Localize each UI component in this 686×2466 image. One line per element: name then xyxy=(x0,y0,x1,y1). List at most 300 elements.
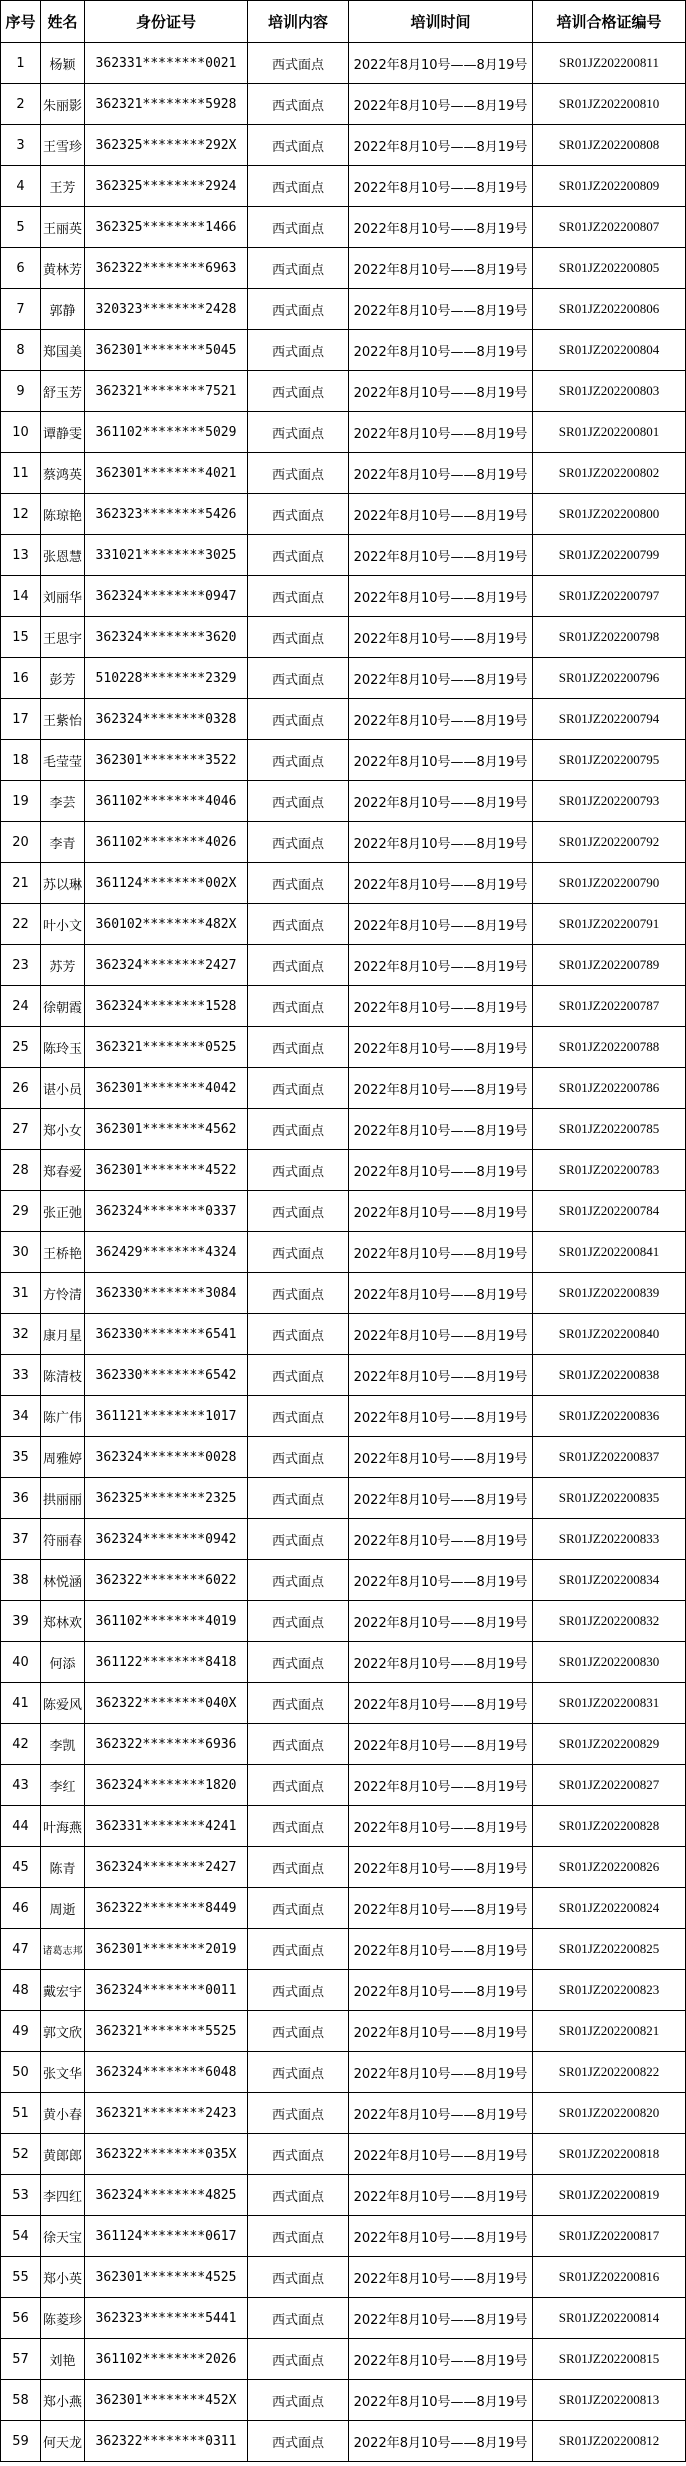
cell-training-time: 2022年8月10号——8月19号 xyxy=(349,1765,533,1806)
cell-no: 33 xyxy=(1,1355,41,1396)
table-row xyxy=(1,863,686,904)
cell-certificate-number: SR01JZ202200823 xyxy=(533,1970,686,2011)
table-row xyxy=(1,125,686,166)
cell-name: 郭静 xyxy=(41,289,85,330)
cell-id-number: 362330********3084 xyxy=(85,1273,248,1314)
cell-training-time: 2022年8月10号——8月19号 xyxy=(349,781,533,822)
cell-training-time: 2022年8月10号——8月19号 xyxy=(349,822,533,863)
header-row xyxy=(1,1,686,43)
cell-no: 47 xyxy=(1,1929,41,1970)
cell-training-time: 2022年8月10号——8月19号 xyxy=(349,1191,533,1232)
cell-training-content: 西式面点 xyxy=(248,2175,349,2216)
cell-no: 57 xyxy=(1,2339,41,2380)
table-row xyxy=(1,1970,686,2011)
cell-training-content: 西式面点 xyxy=(248,371,349,412)
cell-name: 陈菱珍 xyxy=(41,2298,85,2339)
cell-certificate-number: SR01JZ202200785 xyxy=(533,1109,686,1150)
cell-training-time: 2022年8月10号——8月19号 xyxy=(349,125,533,166)
cell-training-content: 西式面点 xyxy=(248,699,349,740)
cell-id-number: 361124********0617 xyxy=(85,2216,248,2257)
cell-name: 陈玲玉 xyxy=(41,1027,85,1068)
cell-training-content: 西式面点 xyxy=(248,1396,349,1437)
cell-training-content: 西式面点 xyxy=(248,494,349,535)
cell-id-number: 320323********2428 xyxy=(85,289,248,330)
cell-training-content: 西式面点 xyxy=(248,2011,349,2052)
table-row xyxy=(1,699,686,740)
cell-training-content: 西式面点 xyxy=(248,2298,349,2339)
cell-no: 26 xyxy=(1,1068,41,1109)
cell-no: 44 xyxy=(1,1806,41,1847)
cell-training-time: 2022年8月10号——8月19号 xyxy=(349,412,533,453)
table-row xyxy=(1,2216,686,2257)
cell-certificate-number: SR01JZ202200797 xyxy=(533,576,686,617)
table-row xyxy=(1,1027,686,1068)
cell-name: 周逝 xyxy=(41,1888,85,1929)
cell-certificate-number: SR01JZ202200825 xyxy=(533,1929,686,1970)
cell-training-content: 西式面点 xyxy=(248,1806,349,1847)
cell-training-time: 2022年8月10号——8月19号 xyxy=(349,945,533,986)
table-row xyxy=(1,1765,686,1806)
table-row xyxy=(1,2052,686,2093)
cell-name: 朱丽影 xyxy=(41,84,85,125)
table-row xyxy=(1,822,686,863)
cell-training-time: 2022年8月10号——8月19号 xyxy=(349,1314,533,1355)
cell-training-content: 西式面点 xyxy=(248,1683,349,1724)
cell-certificate-number: SR01JZ202200800 xyxy=(533,494,686,535)
cell-training-content: 西式面点 xyxy=(248,248,349,289)
cell-certificate-number: SR01JZ202200829 xyxy=(533,1724,686,1765)
table-row xyxy=(1,289,686,330)
cell-no: 46 xyxy=(1,1888,41,1929)
cell-id-number: 362324********2427 xyxy=(85,1847,248,1888)
cell-no: 15 xyxy=(1,617,41,658)
cell-id-number: 362324********0028 xyxy=(85,1437,248,1478)
cell-no: 39 xyxy=(1,1601,41,1642)
cell-training-content: 西式面点 xyxy=(248,740,349,781)
table-row xyxy=(1,1314,686,1355)
cell-training-content: 西式面点 xyxy=(248,1314,349,1355)
cell-id-number: 362322********8449 xyxy=(85,1888,248,1929)
table-row xyxy=(1,1929,686,1970)
cell-certificate-number: SR01JZ202200790 xyxy=(533,863,686,904)
table-row xyxy=(1,2339,686,2380)
cell-certificate-number: SR01JZ202200833 xyxy=(533,1519,686,1560)
table-row xyxy=(1,1232,686,1273)
cell-training-time: 2022年8月10号——8月19号 xyxy=(349,1273,533,1314)
table-row xyxy=(1,2257,686,2298)
cell-training-content: 西式面点 xyxy=(248,1437,349,1478)
cell-training-time: 2022年8月10号——8月19号 xyxy=(349,2134,533,2175)
table-row xyxy=(1,412,686,453)
cell-no: 27 xyxy=(1,1109,41,1150)
cell-training-time: 2022年8月10号——8月19号 xyxy=(349,2011,533,2052)
table-row xyxy=(1,2421,686,2462)
cell-training-time: 2022年8月10号——8月19号 xyxy=(349,2052,533,2093)
cell-id-number: 361102********2026 xyxy=(85,2339,248,2380)
cell-no: 59 xyxy=(1,2421,41,2462)
table-row xyxy=(1,1150,686,1191)
cell-id-number: 362324********0337 xyxy=(85,1191,248,1232)
cell-name: 何天龙 xyxy=(41,2421,85,2462)
cell-no: 36 xyxy=(1,1478,41,1519)
cell-name: 郭文欣 xyxy=(41,2011,85,2052)
cell-no: 52 xyxy=(1,2134,41,2175)
cell-no: 23 xyxy=(1,945,41,986)
cell-training-content: 西式面点 xyxy=(248,2257,349,2298)
cell-id-number: 362301********4021 xyxy=(85,453,248,494)
cell-name: 郑国美 xyxy=(41,330,85,371)
cell-id-number: 362330********6542 xyxy=(85,1355,248,1396)
cell-id-number: 362325********2325 xyxy=(85,1478,248,1519)
cell-id-number: 362322********6936 xyxy=(85,1724,248,1765)
cell-name: 诸葛志邦 xyxy=(41,1929,85,1970)
cell-training-content: 西式面点 xyxy=(248,822,349,863)
cell-id-number: 362324********0947 xyxy=(85,576,248,617)
cell-name: 方怜清 xyxy=(41,1273,85,1314)
cell-training-content: 西式面点 xyxy=(248,986,349,1027)
cell-training-time: 2022年8月10号——8月19号 xyxy=(349,1027,533,1068)
cell-id-number: 362321********5525 xyxy=(85,2011,248,2052)
cell-training-time: 2022年8月10号——8月19号 xyxy=(349,248,533,289)
cell-training-time: 2022年8月10号——8月19号 xyxy=(349,986,533,1027)
cell-certificate-number: SR01JZ202200836 xyxy=(533,1396,686,1437)
table-row xyxy=(1,1355,686,1396)
cell-training-content: 西式面点 xyxy=(248,1929,349,1970)
cell-certificate-number: SR01JZ202200828 xyxy=(533,1806,686,1847)
cell-id-number: 362321********0525 xyxy=(85,1027,248,1068)
cell-training-time: 2022年8月10号——8月19号 xyxy=(349,576,533,617)
cell-id-number: 362324********3620 xyxy=(85,617,248,658)
cell-id-number: 362301********4042 xyxy=(85,1068,248,1109)
table-row xyxy=(1,1191,686,1232)
cell-no: 18 xyxy=(1,740,41,781)
table-row xyxy=(1,1478,686,1519)
cell-certificate-number: SR01JZ202200819 xyxy=(533,2175,686,2216)
cell-certificate-number: SR01JZ202200791 xyxy=(533,904,686,945)
cell-no: 30 xyxy=(1,1232,41,1273)
cell-training-content: 西式面点 xyxy=(248,2052,349,2093)
cell-id-number: 362323********5441 xyxy=(85,2298,248,2339)
cell-training-content: 西式面点 xyxy=(248,2216,349,2257)
cell-id-number: 362324********6048 xyxy=(85,2052,248,2093)
cell-certificate-number: SR01JZ202200826 xyxy=(533,1847,686,1888)
header-id: 身份证号 xyxy=(85,1,248,43)
cell-no: 22 xyxy=(1,904,41,945)
cell-no: 29 xyxy=(1,1191,41,1232)
cell-training-time: 2022年8月10号——8月19号 xyxy=(349,43,533,84)
cell-training-time: 2022年8月10号——8月19号 xyxy=(349,904,533,945)
cell-no: 53 xyxy=(1,2175,41,2216)
cell-name: 陈爱风 xyxy=(41,1683,85,1724)
cell-training-time: 2022年8月10号——8月19号 xyxy=(349,1150,533,1191)
cell-training-time: 2022年8月10号——8月19号 xyxy=(349,1929,533,1970)
cell-id-number: 331021********3025 xyxy=(85,535,248,576)
cell-id-number: 362322********6022 xyxy=(85,1560,248,1601)
cell-training-content: 西式面点 xyxy=(248,1888,349,1929)
cell-training-content: 西式面点 xyxy=(248,1068,349,1109)
table-row xyxy=(1,986,686,1027)
cell-training-content: 西式面点 xyxy=(248,1642,349,1683)
cell-certificate-number: SR01JZ202200840 xyxy=(533,1314,686,1355)
cell-name: 黄郎郎 xyxy=(41,2134,85,2175)
cell-id-number: 361122********8418 xyxy=(85,1642,248,1683)
cell-training-content: 西式面点 xyxy=(248,1601,349,1642)
cell-id-number: 361102********4019 xyxy=(85,1601,248,1642)
cell-certificate-number: SR01JZ202200841 xyxy=(533,1232,686,1273)
cell-name: 毛莹莹 xyxy=(41,740,85,781)
cell-id-number: 362321********7521 xyxy=(85,371,248,412)
cell-training-time: 2022年8月10号——8月19号 xyxy=(349,658,533,699)
cell-training-content: 西式面点 xyxy=(248,1970,349,2011)
header-no: 序号 xyxy=(1,1,41,43)
cell-id-number: 362324********1820 xyxy=(85,1765,248,1806)
cell-id-number: 362301********4522 xyxy=(85,1150,248,1191)
cell-no: 48 xyxy=(1,1970,41,2011)
cell-name: 徐天宝 xyxy=(41,2216,85,2257)
cell-certificate-number: SR01JZ202200817 xyxy=(533,2216,686,2257)
table-row xyxy=(1,1642,686,1683)
cell-training-time: 2022年8月10号——8月19号 xyxy=(349,617,533,658)
cell-certificate-number: SR01JZ202200839 xyxy=(533,1273,686,1314)
cell-training-time: 2022年8月10号——8月19号 xyxy=(349,494,533,535)
cell-certificate-number: SR01JZ202200809 xyxy=(533,166,686,207)
cell-certificate-number: SR01JZ202200832 xyxy=(533,1601,686,1642)
table-row xyxy=(1,2175,686,2216)
cell-training-time: 2022年8月10号——8月19号 xyxy=(349,2257,533,2298)
table-row xyxy=(1,371,686,412)
table-row xyxy=(1,1396,686,1437)
table-row xyxy=(1,2380,686,2421)
cell-name: 舒玉芳 xyxy=(41,371,85,412)
cell-name: 郑林欢 xyxy=(41,1601,85,1642)
table-row xyxy=(1,1519,686,1560)
cell-training-content: 西式面点 xyxy=(248,535,349,576)
cell-no: 13 xyxy=(1,535,41,576)
cell-certificate-number: SR01JZ202200821 xyxy=(533,2011,686,2052)
cell-training-content: 西式面点 xyxy=(248,2093,349,2134)
cell-name: 陈清枝 xyxy=(41,1355,85,1396)
cell-training-content: 西式面点 xyxy=(248,207,349,248)
table-row xyxy=(1,1724,686,1765)
cell-name: 张文华 xyxy=(41,2052,85,2093)
table-row xyxy=(1,945,686,986)
table-row xyxy=(1,576,686,617)
cell-id-number: 362301********3522 xyxy=(85,740,248,781)
cell-name: 黄林芳 xyxy=(41,248,85,289)
cell-training-content: 西式面点 xyxy=(248,1560,349,1601)
table-row xyxy=(1,535,686,576)
cell-name: 刘丽华 xyxy=(41,576,85,617)
table-row xyxy=(1,84,686,125)
cell-id-number: 361102********5029 xyxy=(85,412,248,453)
cell-no: 42 xyxy=(1,1724,41,1765)
header-cert: 培训合格证编号 xyxy=(533,1,686,43)
cell-training-content: 西式面点 xyxy=(248,1232,349,1273)
cell-id-number: 361121********1017 xyxy=(85,1396,248,1437)
cell-certificate-number: SR01JZ202200837 xyxy=(533,1437,686,1478)
cell-id-number: 362322********6963 xyxy=(85,248,248,289)
cell-no: 58 xyxy=(1,2380,41,2421)
cell-no: 45 xyxy=(1,1847,41,1888)
cell-id-number: 362324********0011 xyxy=(85,1970,248,2011)
table-row xyxy=(1,330,686,371)
table-row xyxy=(1,207,686,248)
cell-name: 王紫怡 xyxy=(41,699,85,740)
cell-id-number: 362324********0942 xyxy=(85,1519,248,1560)
cell-certificate-number: SR01JZ202200813 xyxy=(533,2380,686,2421)
cell-name: 李凯 xyxy=(41,1724,85,1765)
cell-no: 12 xyxy=(1,494,41,535)
cell-name: 李红 xyxy=(41,1765,85,1806)
cell-name: 叶小文 xyxy=(41,904,85,945)
cell-no: 43 xyxy=(1,1765,41,1806)
cell-name: 何添 xyxy=(41,1642,85,1683)
header-name: 姓名 xyxy=(41,1,85,43)
cell-name: 王思宇 xyxy=(41,617,85,658)
cell-no: 37 xyxy=(1,1519,41,1560)
cell-training-time: 2022年8月10号——8月19号 xyxy=(349,1642,533,1683)
cell-training-content: 西式面点 xyxy=(248,863,349,904)
cell-no: 50 xyxy=(1,2052,41,2093)
table-row xyxy=(1,1068,686,1109)
table-row xyxy=(1,166,686,207)
cell-name: 蔡鸿英 xyxy=(41,453,85,494)
cell-training-time: 2022年8月10号——8月19号 xyxy=(349,2216,533,2257)
cell-name: 谌小员 xyxy=(41,1068,85,1109)
cell-training-time: 2022年8月10号——8月19号 xyxy=(349,2339,533,2380)
cell-name: 郑小英 xyxy=(41,2257,85,2298)
table-row xyxy=(1,248,686,289)
cell-name: 王芳 xyxy=(41,166,85,207)
cell-name: 苏芳 xyxy=(41,945,85,986)
cell-training-time: 2022年8月10号——8月19号 xyxy=(349,289,533,330)
cell-no: 54 xyxy=(1,2216,41,2257)
cell-name: 周雅婷 xyxy=(41,1437,85,1478)
cell-name: 王桥艳 xyxy=(41,1232,85,1273)
cell-name: 康月星 xyxy=(41,1314,85,1355)
cell-training-content: 西式面点 xyxy=(248,945,349,986)
cell-training-time: 2022年8月10号——8月19号 xyxy=(349,84,533,125)
cell-id-number: 362322********035X xyxy=(85,2134,248,2175)
cell-no: 21 xyxy=(1,863,41,904)
cell-no: 10 xyxy=(1,412,41,453)
cell-training-time: 2022年8月10号——8月19号 xyxy=(349,1970,533,2011)
cell-certificate-number: SR01JZ202200827 xyxy=(533,1765,686,1806)
cell-no: 51 xyxy=(1,2093,41,2134)
cell-certificate-number: SR01JZ202200816 xyxy=(533,2257,686,2298)
cell-no: 38 xyxy=(1,1560,41,1601)
cell-training-time: 2022年8月10号——8月19号 xyxy=(349,1683,533,1724)
cell-certificate-number: SR01JZ202200784 xyxy=(533,1191,686,1232)
cell-no: 34 xyxy=(1,1396,41,1437)
cell-no: 40 xyxy=(1,1642,41,1683)
cell-id-number: 360102********482X xyxy=(85,904,248,945)
table-row xyxy=(1,453,686,494)
cell-training-content: 西式面点 xyxy=(248,289,349,330)
table-row xyxy=(1,494,686,535)
cell-training-time: 2022年8月10号——8月19号 xyxy=(349,371,533,412)
table-row xyxy=(1,1847,686,1888)
cell-id-number: 361102********4046 xyxy=(85,781,248,822)
cell-id-number: 362325********292X xyxy=(85,125,248,166)
cell-id-number: 362321********2423 xyxy=(85,2093,248,2134)
cell-training-content: 西式面点 xyxy=(248,125,349,166)
cell-name: 郑小女 xyxy=(41,1109,85,1150)
cell-certificate-number: SR01JZ202200803 xyxy=(533,371,686,412)
cell-training-content: 西式面点 xyxy=(248,617,349,658)
cell-name: 徐朝霞 xyxy=(41,986,85,1027)
cell-no: 55 xyxy=(1,2257,41,2298)
cell-id-number: 362301********452X xyxy=(85,2380,248,2421)
cell-name: 李四红 xyxy=(41,2175,85,2216)
cell-id-number: 362322********0311 xyxy=(85,2421,248,2462)
cell-training-time: 2022年8月10号——8月19号 xyxy=(349,2421,533,2462)
table-row xyxy=(1,1601,686,1642)
cell-certificate-number: SR01JZ202200820 xyxy=(533,2093,686,2134)
cell-training-time: 2022年8月10号——8月19号 xyxy=(349,2380,533,2421)
cell-no: 14 xyxy=(1,576,41,617)
table-row xyxy=(1,2093,686,2134)
cell-name: 符丽春 xyxy=(41,1519,85,1560)
cell-name: 谭静雯 xyxy=(41,412,85,453)
cell-name: 杨颖 xyxy=(41,43,85,84)
cell-no: 7 xyxy=(1,289,41,330)
cell-training-time: 2022年8月10号——8月19号 xyxy=(349,330,533,371)
table-row xyxy=(1,2298,686,2339)
cell-id-number: 362301********2019 xyxy=(85,1929,248,1970)
cell-name: 李芸 xyxy=(41,781,85,822)
cell-certificate-number: SR01JZ202200804 xyxy=(533,330,686,371)
cell-training-time: 2022年8月10号——8月19号 xyxy=(349,2093,533,2134)
cell-no: 11 xyxy=(1,453,41,494)
cell-certificate-number: SR01JZ202200795 xyxy=(533,740,686,781)
table-row xyxy=(1,1806,686,1847)
table-row xyxy=(1,43,686,84)
cell-training-content: 西式面点 xyxy=(248,1273,349,1314)
cell-training-time: 2022年8月10号——8月19号 xyxy=(349,1724,533,1765)
cell-no: 4 xyxy=(1,166,41,207)
cell-name: 戴宏宇 xyxy=(41,1970,85,2011)
table-row xyxy=(1,781,686,822)
table-row xyxy=(1,658,686,699)
cell-training-time: 2022年8月10号——8月19号 xyxy=(349,1068,533,1109)
cell-no: 8 xyxy=(1,330,41,371)
cell-id-number: 362321********5928 xyxy=(85,84,248,125)
cell-id-number: 362331********0021 xyxy=(85,43,248,84)
cell-id-number: 362301********4525 xyxy=(85,2257,248,2298)
cell-certificate-number: SR01JZ202200808 xyxy=(533,125,686,166)
cell-no: 28 xyxy=(1,1150,41,1191)
cell-training-content: 西式面点 xyxy=(248,1847,349,1888)
cell-training-time: 2022年8月10号——8月19号 xyxy=(349,453,533,494)
table-row xyxy=(1,1109,686,1150)
cell-training-time: 2022年8月10号——8月19号 xyxy=(349,1888,533,1929)
table-row xyxy=(1,904,686,945)
header-time: 培训时间 xyxy=(349,1,533,43)
cell-training-time: 2022年8月10号——8月19号 xyxy=(349,2175,533,2216)
cell-training-content: 西式面点 xyxy=(248,576,349,617)
table-row xyxy=(1,740,686,781)
cell-training-time: 2022年8月10号——8月19号 xyxy=(349,1519,533,1560)
cell-id-number: 510228********2329 xyxy=(85,658,248,699)
cell-name: 叶海燕 xyxy=(41,1806,85,1847)
cell-no: 32 xyxy=(1,1314,41,1355)
cell-no: 5 xyxy=(1,207,41,248)
cell-no: 16 xyxy=(1,658,41,699)
cell-training-content: 西式面点 xyxy=(248,1027,349,1068)
cell-certificate-number: SR01JZ202200802 xyxy=(533,453,686,494)
cell-certificate-number: SR01JZ202200835 xyxy=(533,1478,686,1519)
